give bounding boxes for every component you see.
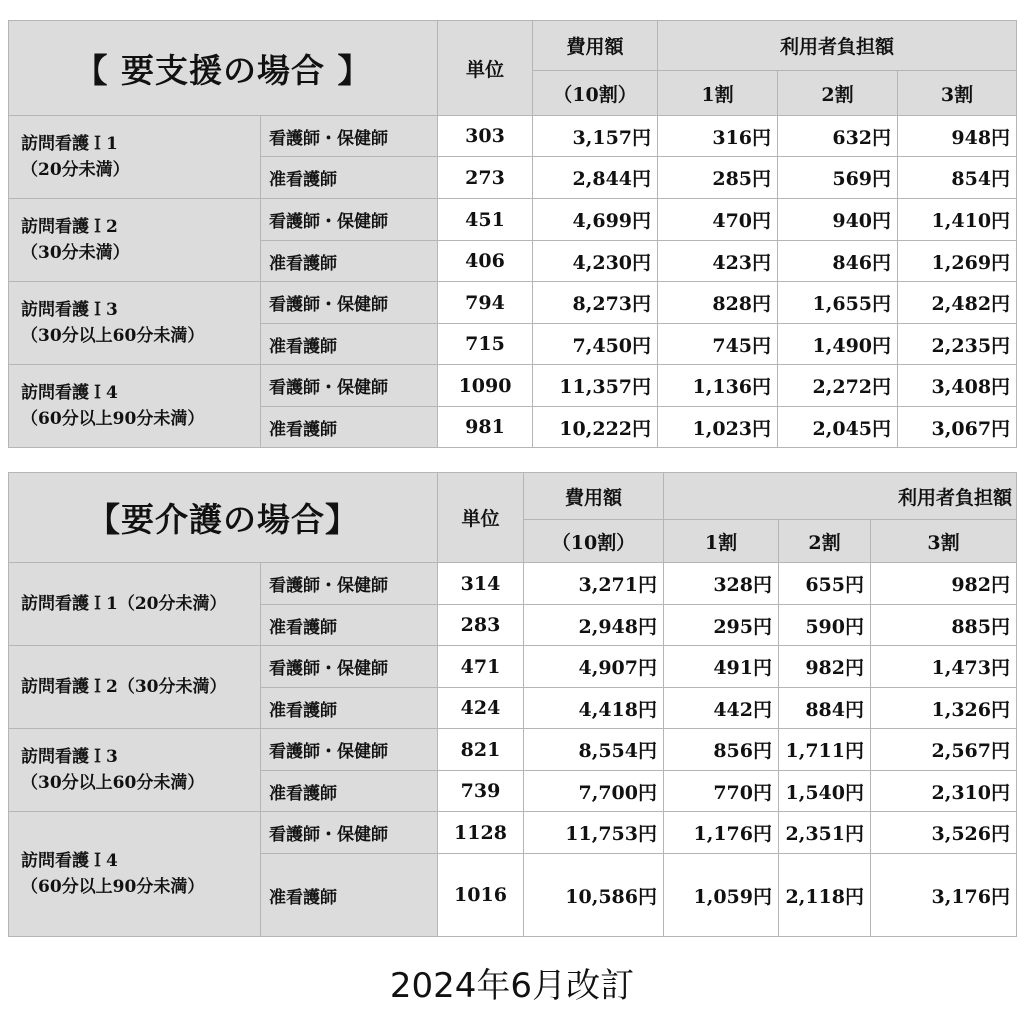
rate2-value: 1,711円 bbox=[779, 729, 871, 771]
rate3-value: 1,269円 bbox=[898, 241, 1017, 282]
rate3-header: 3割 bbox=[898, 71, 1017, 116]
rate2-value: 655円 bbox=[779, 563, 871, 605]
staff-type: 准看護師 bbox=[261, 771, 438, 812]
rate1-value: 856円 bbox=[664, 729, 779, 771]
staff-type: 准看護師 bbox=[261, 854, 438, 937]
table-row bbox=[9, 563, 1017, 605]
service-category: 訪問看護Ｉ2（30分未満） bbox=[9, 646, 261, 729]
cost-value: 4,907円 bbox=[524, 646, 664, 688]
staff-type: 看護師・保健師 bbox=[261, 199, 438, 241]
rate1-value: 423円 bbox=[658, 241, 778, 282]
rate3-value: 854円 bbox=[898, 157, 1017, 199]
rate3-value: 2,567円 bbox=[871, 729, 1017, 771]
cost-value: 11,357円 bbox=[533, 365, 658, 407]
staff-type: 准看護師 bbox=[261, 157, 438, 199]
rate1-value: 1,023円 bbox=[658, 407, 778, 448]
cost-value: 10,222円 bbox=[533, 407, 658, 448]
service-category: 訪問看護Ｉ1（20分未満） bbox=[9, 563, 261, 646]
unit-value: 981 bbox=[438, 407, 533, 448]
rate3-value: 1,473円 bbox=[871, 646, 1017, 688]
rate2-value: 1,540円 bbox=[779, 771, 871, 812]
rate1-value: 328円 bbox=[664, 563, 779, 605]
unit-value: 739 bbox=[438, 771, 524, 812]
unit-value: 314 bbox=[438, 563, 524, 605]
staff-type: 看護師・保健師 bbox=[261, 646, 438, 688]
staff-type: 准看護師 bbox=[261, 324, 438, 365]
service-category: 訪問看護Ｉ3 （30分以上60分未満） bbox=[9, 729, 261, 812]
rate2-value: 569円 bbox=[778, 157, 898, 199]
service-category: 訪問看護Ｉ1 （20分未満） bbox=[9, 116, 261, 199]
unit-value: 821 bbox=[438, 729, 524, 771]
rate1-value: 285円 bbox=[658, 157, 778, 199]
rate2-value: 2,351円 bbox=[779, 812, 871, 854]
rate3-value: 982円 bbox=[871, 563, 1017, 605]
unit-value: 406 bbox=[438, 241, 533, 282]
rate3-value: 2,310円 bbox=[871, 771, 1017, 812]
cost-header: 費用額 bbox=[533, 21, 658, 71]
rate1-value: 316円 bbox=[658, 116, 778, 157]
burden-header: 利用者負担額 bbox=[664, 473, 1017, 520]
rate3-value: 3,526円 bbox=[871, 812, 1017, 854]
care-fee-table bbox=[8, 472, 1017, 937]
rate3-value: 948円 bbox=[898, 116, 1017, 157]
cost-value: 2,844円 bbox=[533, 157, 658, 199]
table-row bbox=[9, 646, 1017, 688]
rate3-value: 885円 bbox=[871, 605, 1017, 646]
unit-value: 451 bbox=[438, 199, 533, 241]
unit-header: 単位 bbox=[438, 473, 524, 563]
unit-value: 283 bbox=[438, 605, 524, 646]
unit-value: 273 bbox=[438, 157, 533, 199]
table-row bbox=[9, 282, 1017, 324]
staff-type: 准看護師 bbox=[261, 605, 438, 646]
rate1-value: 770円 bbox=[664, 771, 779, 812]
rate1-value: 470円 bbox=[658, 199, 778, 241]
staff-type: 看護師・保健師 bbox=[261, 563, 438, 605]
rate2-value: 632円 bbox=[778, 116, 898, 157]
rate2-value: 1,655円 bbox=[778, 282, 898, 324]
unit-value: 715 bbox=[438, 324, 533, 365]
table-row bbox=[9, 365, 1017, 407]
rate2-value: 590円 bbox=[779, 605, 871, 646]
rate1-header: 1割 bbox=[664, 520, 779, 563]
revision-date: 2024年6月改訂 bbox=[389, 966, 635, 1006]
cost-value: 4,418円 bbox=[524, 688, 664, 729]
table-row bbox=[9, 199, 1017, 241]
table-row bbox=[9, 812, 1017, 854]
cost-value: 2,948円 bbox=[524, 605, 664, 646]
cost-value: 8,273円 bbox=[533, 282, 658, 324]
unit-value: 1016 bbox=[438, 854, 524, 937]
rate1-value: 442円 bbox=[664, 688, 779, 729]
staff-type: 看護師・保健師 bbox=[261, 729, 438, 771]
rate3-value: 3,408円 bbox=[898, 365, 1017, 407]
table-row bbox=[9, 729, 1017, 771]
service-category: 訪問看護Ｉ4 （60分以上90分未満） bbox=[9, 365, 261, 448]
rate2-header: 2割 bbox=[778, 71, 898, 116]
rate3-value: 3,067円 bbox=[898, 407, 1017, 448]
cost-header: 費用額 bbox=[524, 473, 664, 520]
rate3-header: 3割 bbox=[871, 520, 1017, 563]
table-title: 【 要支援の場合 】 bbox=[9, 21, 438, 116]
rate2-value: 846円 bbox=[778, 241, 898, 282]
support-table-body bbox=[9, 116, 1017, 448]
rate1-value: 491円 bbox=[664, 646, 779, 688]
rate1-header: 1割 bbox=[658, 71, 778, 116]
staff-type: 准看護師 bbox=[261, 688, 438, 729]
cost-value: 4,699円 bbox=[533, 199, 658, 241]
rate2-value: 1,490円 bbox=[778, 324, 898, 365]
cost-sub-header: （10割） bbox=[533, 71, 658, 116]
unit-value: 1128 bbox=[438, 812, 524, 854]
support-fee-table bbox=[8, 20, 1017, 448]
cost-value: 4,230円 bbox=[533, 241, 658, 282]
rate2-header: 2割 bbox=[779, 520, 871, 563]
cost-sub-header: （10割） bbox=[524, 520, 664, 563]
rate2-value: 2,272円 bbox=[778, 365, 898, 407]
cost-value: 3,271円 bbox=[524, 563, 664, 605]
cost-value: 3,157円 bbox=[533, 116, 658, 157]
table-title: 【要介護の場合】 bbox=[9, 473, 438, 563]
care-table-body bbox=[9, 563, 1017, 937]
service-category: 訪問看護Ｉ2 （30分未満） bbox=[9, 199, 261, 282]
staff-type: 准看護師 bbox=[261, 407, 438, 448]
rate1-value: 745円 bbox=[658, 324, 778, 365]
table-row bbox=[9, 116, 1017, 157]
rate3-value: 1,326円 bbox=[871, 688, 1017, 729]
rate2-value: 884円 bbox=[779, 688, 871, 729]
cost-value: 7,700円 bbox=[524, 771, 664, 812]
cost-value: 10,586円 bbox=[524, 854, 664, 937]
staff-type: 准看護師 bbox=[261, 241, 438, 282]
unit-value: 424 bbox=[438, 688, 524, 729]
staff-type: 看護師・保健師 bbox=[261, 116, 438, 157]
staff-type: 看護師・保健師 bbox=[261, 282, 438, 324]
service-category: 訪問看護Ｉ4 （60分以上90分未満） bbox=[9, 812, 261, 937]
burden-header: 利用者負担額 bbox=[658, 21, 1017, 71]
unit-value: 471 bbox=[438, 646, 524, 688]
service-category: 訪問看護Ｉ3 （30分以上60分未満） bbox=[9, 282, 261, 365]
unit-value: 1090 bbox=[438, 365, 533, 407]
rate3-value: 2,482円 bbox=[898, 282, 1017, 324]
rate2-value: 982円 bbox=[779, 646, 871, 688]
rate1-value: 828円 bbox=[658, 282, 778, 324]
rate2-value: 2,118円 bbox=[779, 854, 871, 937]
rate1-value: 1,176円 bbox=[664, 812, 779, 854]
cost-value: 8,554円 bbox=[524, 729, 664, 771]
cost-value: 7,450円 bbox=[533, 324, 658, 365]
rate2-value: 2,045円 bbox=[778, 407, 898, 448]
rate1-value: 295円 bbox=[664, 605, 779, 646]
rate3-value: 1,410円 bbox=[898, 199, 1017, 241]
rate3-value: 3,176円 bbox=[871, 854, 1017, 937]
unit-value: 303 bbox=[438, 116, 533, 157]
rate2-value: 940円 bbox=[778, 199, 898, 241]
rate3-value: 2,235円 bbox=[898, 324, 1017, 365]
staff-type: 看護師・保健師 bbox=[261, 812, 438, 854]
rate1-value: 1,136円 bbox=[658, 365, 778, 407]
staff-type: 看護師・保健師 bbox=[261, 365, 438, 407]
unit-value: 794 bbox=[438, 282, 533, 324]
cost-value: 11,753円 bbox=[524, 812, 664, 854]
rate1-value: 1,059円 bbox=[664, 854, 779, 937]
unit-header: 単位 bbox=[438, 21, 533, 116]
